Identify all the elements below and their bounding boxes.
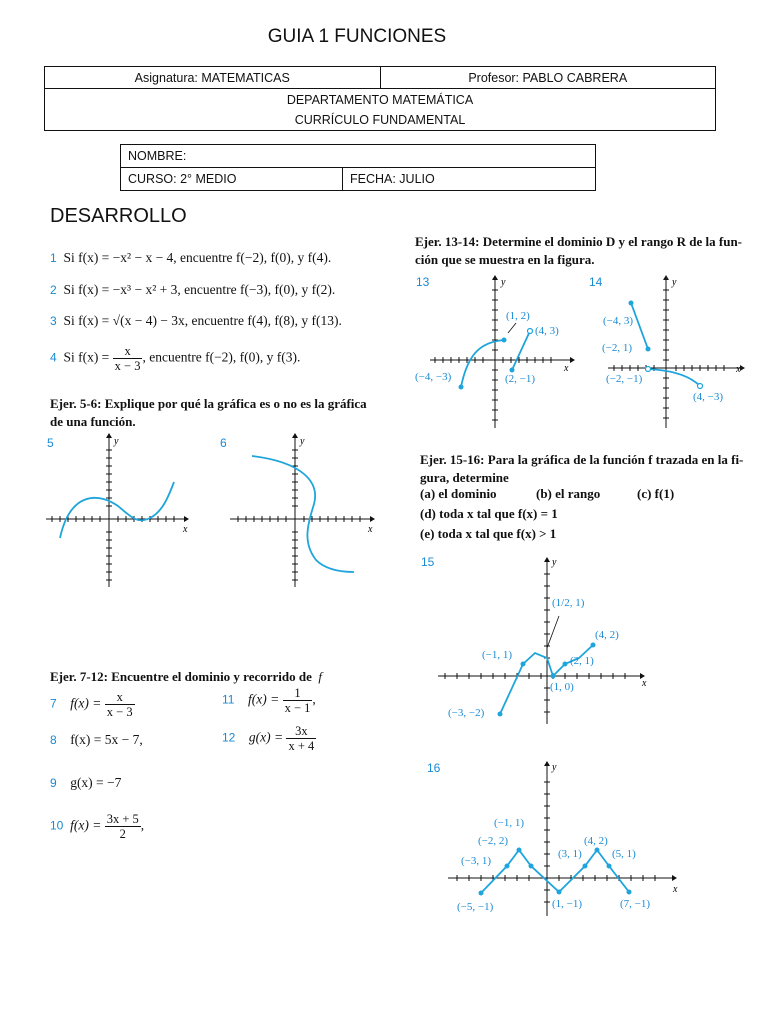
graph-13-right-segment — [512, 331, 530, 370]
label-neg3-1: (−3, 1) — [461, 855, 492, 867]
problem-number: 9 — [50, 776, 57, 790]
ex712-heading — [50, 668, 322, 686]
problem-number: 11 — [222, 692, 235, 707]
problem-10 — [50, 812, 144, 841]
problem-1 — [50, 250, 331, 266]
fraction — [113, 344, 143, 373]
point-neg4-neg3 — [459, 385, 464, 390]
problem-text: f(x) = 5x − 7, — [70, 732, 143, 747]
problem-9 — [50, 775, 121, 791]
heading-line: ción que se muestra en la figura. — [415, 252, 595, 267]
y-axis-label: y — [672, 277, 677, 288]
label-neg2-1: (−2, 1) — [602, 342, 633, 354]
problem-number: 8 — [50, 733, 57, 747]
tail: , — [140, 817, 145, 833]
label-3-1: (3, 1) — [558, 848, 582, 860]
point-7-neg1 — [627, 890, 632, 895]
label-neg2-2: (−2, 2) — [478, 835, 509, 847]
graph-14-upper-segment — [631, 303, 648, 349]
name-field[interactable]: NOMBRE: — [121, 145, 596, 168]
graph-6-curve — [252, 456, 354, 572]
option-e: (e) toda x tal que f(x) > 1 — [420, 526, 557, 541]
graph-6 — [222, 432, 382, 592]
label-1-neg1: (1, −1) — [552, 898, 583, 910]
label-4-2: (4, 2) — [584, 835, 608, 847]
x-axis-label: x — [673, 884, 678, 895]
problem-number: 4 — [50, 350, 57, 365]
point-neg3-neg2 — [498, 712, 503, 717]
ex56-heading — [50, 395, 367, 431]
label-neg1-1: (−1, 1) — [494, 817, 525, 829]
label-4-neg3: (4, −3) — [693, 391, 724, 403]
problem-number: 10 — [50, 818, 64, 833]
open-point-4-3 — [528, 329, 533, 334]
fraction-denominator: x + 4 — [288, 739, 315, 753]
heading-var: f — [318, 669, 323, 684]
label-leader — [547, 616, 559, 648]
fraction-numerator: x — [116, 690, 123, 704]
option-d: (d) toda x tal que f(x) = 1 — [420, 506, 558, 521]
fraction-denominator: x − 3 — [106, 705, 133, 719]
point-1-2 — [502, 338, 507, 343]
label-2-neg1: (2, −1) — [505, 373, 536, 385]
graph13-number: 13 — [416, 275, 430, 289]
course-field[interactable]: CURSO: 2° MEDIO — [121, 168, 343, 191]
y-axis-label: y — [552, 557, 557, 568]
y-axis-label: y — [114, 436, 119, 447]
label-7-neg1: (7, −1) — [620, 898, 651, 910]
fraction — [286, 724, 316, 753]
point-neg3-1 — [505, 864, 510, 869]
label-half-1: (1/2, 1) — [552, 597, 585, 609]
axis-arrows — [544, 557, 645, 679]
point-neg5-neg1 — [479, 891, 484, 896]
point-4-2 — [591, 643, 596, 648]
fraction-denominator: x − 3 — [114, 359, 141, 373]
graph-16-polyline — [481, 850, 629, 893]
ex1516-heading — [420, 451, 760, 487]
fraction-numerator: 3x + 5 — [106, 812, 139, 826]
point-5-1 — [607, 864, 612, 869]
x-axis-label: x — [564, 363, 569, 374]
problem-number: 3 — [50, 314, 57, 328]
label-neg4-neg3: (−4, −3) — [415, 371, 452, 383]
fraction — [283, 686, 316, 715]
label-2-1: (2, 1) — [570, 655, 594, 667]
graph-14-lower-curve — [648, 369, 700, 386]
graph16-number: 16 — [427, 761, 441, 775]
problem-number: 1 — [50, 251, 57, 265]
label-neg5-neg1: (−5, −1) — [457, 901, 494, 913]
graph-16 — [440, 756, 690, 921]
problem-4 — [50, 344, 300, 373]
graph15-number: 15 — [421, 555, 435, 569]
department-label: DEPARTAMENTO MATEMÁTICA — [286, 92, 474, 107]
date-field[interactable]: FECHA: JULIO — [343, 168, 596, 191]
label-neg2-neg1: (−2, −1) — [606, 373, 643, 385]
y-axis-label: y — [300, 436, 305, 447]
problem-pre: Si f(x) = — [63, 349, 110, 365]
graph6-number: 6 — [220, 436, 227, 450]
label-4-2: (4, 2) — [595, 629, 619, 641]
graph-14 — [588, 272, 753, 432]
option-b: (b) el rango — [536, 486, 601, 501]
point-neg1-1 — [521, 662, 526, 667]
graph-13 — [410, 272, 582, 432]
axis-arrows — [663, 275, 745, 371]
lhs: f(x) = — [70, 695, 102, 711]
heading-line: Ejer. 5-6: Explique por qué la gráfica es o no es la gráfica — [50, 396, 367, 411]
point-neg1-1 — [529, 864, 534, 869]
problem-text: Si f(x) = −x³ − x² + 3, encuentre f(−3), f(0), y f(2). — [63, 282, 336, 297]
label-leader — [508, 323, 516, 333]
fraction-numerator: 3x — [295, 724, 308, 738]
problem-8 — [50, 732, 143, 748]
graph14-number: 14 — [589, 275, 603, 289]
x-axis-label: x — [736, 364, 741, 375]
ex1314-heading — [415, 233, 755, 269]
problem-text: Si f(x) = −x² − x − 4, encuentre f(−2), f(0), y f(4). — [63, 250, 332, 265]
point-1-0 — [551, 674, 556, 679]
lhs: g(x) = — [248, 729, 284, 745]
graph-5 — [40, 432, 200, 592]
fraction-denominator: x − 1 — [284, 701, 311, 715]
lhs: f(x) = — [247, 691, 280, 707]
fraction-numerator: 1 — [294, 686, 301, 700]
lhs: f(x) = — [70, 817, 102, 833]
problem-12 — [222, 724, 316, 753]
option-c: (c) f(1) — [637, 486, 675, 501]
heading-text: Ejer. 7-12: Encuentre el dominio y recorrido de — [50, 669, 312, 684]
heading-line: gura, determine — [420, 470, 509, 485]
section-title: DESARROLLO — [50, 205, 187, 227]
label-1-2: (1, 2) — [506, 310, 530, 322]
heading-line: Ejer. 15-16: Para la gráfica de la función f trazada en la fi- — [420, 452, 744, 467]
point-1-neg1 — [557, 890, 562, 895]
y-axis-label: y — [501, 277, 506, 288]
problem-number: 12 — [222, 730, 236, 745]
problem-number: 2 — [50, 283, 57, 297]
problem-2 — [50, 282, 335, 298]
point-neg4-3 — [629, 301, 634, 306]
heading-line: Ejer. 13-14: Determine el dominio D y el rango R de la fun- — [415, 234, 743, 249]
x-axis-label: x — [368, 524, 373, 535]
fraction-numerator: x — [124, 344, 131, 358]
y-axis-label: y — [552, 762, 557, 773]
problem-7 — [50, 690, 135, 719]
subject-cell: Asignatura: MATEMATICAS — [45, 67, 381, 89]
tick-marks — [435, 290, 551, 420]
teacher-cell: Profesor: PABLO CABRERA — [380, 67, 716, 89]
curriculum-label: CURRÍCULO FUNDAMENTAL — [294, 112, 466, 127]
graph5-number: 5 — [47, 436, 54, 450]
point-neg2-1 — [646, 347, 651, 352]
fraction — [105, 690, 135, 719]
point-4-2 — [595, 848, 600, 853]
problem-text: Si f(x) = √(x − 4) − 3x, encuentre f(4), f(8), y f(13). — [63, 313, 342, 328]
department-cell — [45, 89, 716, 131]
tick-marks — [445, 574, 625, 712]
problem-3 — [50, 313, 342, 329]
x-axis-label: x — [183, 524, 188, 535]
graph-15 — [410, 552, 660, 727]
problem-post: , encuentre f(−2), f(0), y f(3). — [142, 349, 301, 365]
tail: , — [312, 691, 316, 707]
label-neg4-3: (−4, 3) — [603, 315, 634, 327]
point-3-1 — [583, 864, 588, 869]
open-point-neg2-neg1 — [646, 367, 651, 372]
label-4-3: (4, 3) — [535, 325, 559, 337]
label-1-0: (1, 0) — [550, 681, 574, 693]
graph-5-curve — [60, 482, 174, 538]
label-5-1: (5, 1) — [612, 848, 636, 860]
x-axis-label: x — [642, 678, 647, 689]
problem-number: 7 — [50, 696, 57, 711]
point-2-1 — [563, 662, 568, 667]
point-2-neg1 — [510, 368, 515, 373]
page-title: GUIA 1 FUNCIONES — [267, 26, 447, 47]
fraction-denominator: 2 — [105, 826, 141, 841]
label-neg1-1: (−1, 1) — [482, 649, 513, 661]
label-neg3-neg2: (−3, −2) — [448, 707, 485, 719]
student-info-table — [120, 144, 596, 191]
option-a: (a) el dominio — [420, 486, 497, 501]
heading-line: de una función. — [50, 414, 136, 429]
axis-arrows — [492, 275, 575, 363]
fraction — [105, 812, 141, 841]
point-neg2-2 — [517, 848, 522, 853]
axis-arrows — [544, 761, 677, 881]
open-point-4-neg3 — [698, 384, 703, 389]
course-header-table — [44, 66, 716, 131]
problem-text: g(x) = −7 — [70, 775, 122, 790]
problem-11 — [222, 686, 316, 715]
